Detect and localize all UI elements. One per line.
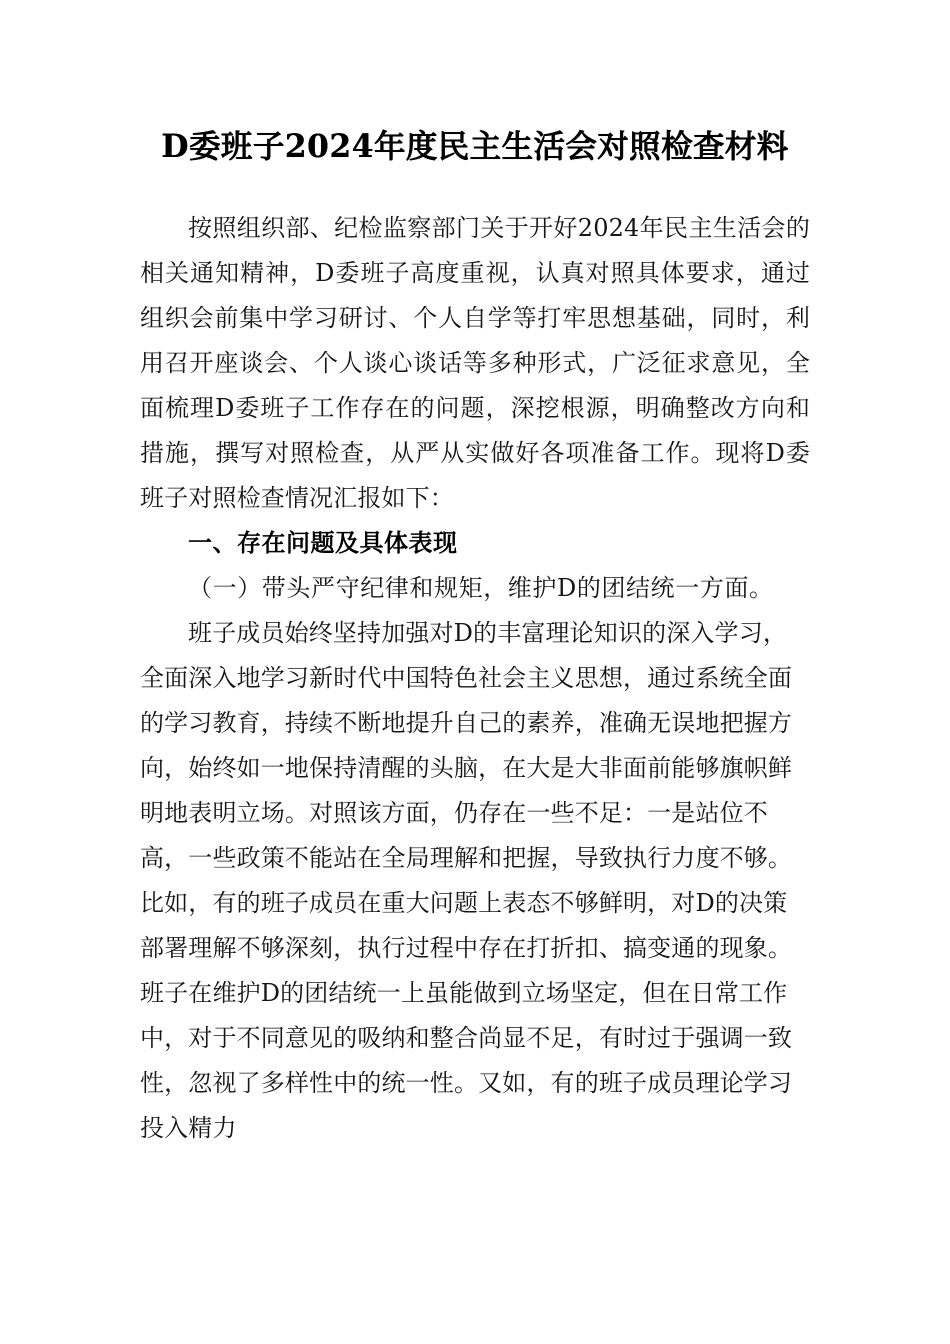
page-title: D委班子2024年度民主生活会对照检查材料	[161, 128, 789, 165]
document-body	[140, 206, 810, 1151]
subsection-heading-discipline: （一）带头严守纪律和规矩，维护D的团结统一方面。	[188, 574, 774, 602]
section-heading-existing-problems: 一、存在问题及具体表现	[188, 529, 458, 557]
intro-paragraph: 按照组织部、纪检监察部门关于开好2024年民主生活会的相关通知精神，D委班子高度重视，认真对照具体要求，通过组织会前集中学习研讨、个人自学等打牢思想基础，同时，利用召开座谈会、个人谈心谈话等多种形式，广泛征求意见，全面梳理D委班子工作存在的问题，深挖根源，明确整改方向和措施，撰写对照检查，从严从实做好各项准备工作。现将D委班子对照检查情况汇报如下：	[140, 214, 810, 512]
subsection-body-discipline: 班子成员始终坚持加强对D的丰富理论知识的深入学习，全面深入地学习新时代中国特色社会主义思想，通过系统全面的学习教育，持续不断地提升自己的素养，准确无误地把握方向，始终如一地保持清醒的头脑，在大是大非面前能够旗帜鲜明地表明立场。对照该方面，仍存在一些不足：一是站位不高，一些政策不能站在全局理解和把握，导致执行力度不够。比如，有的班子成员在重大问题上表态不够鲜明，对D的决策部署理解不够深刻，执行过程中存在打折扣、搞变通的现象。班子在维护D的团结统一上虽能做到立场坚定，但在日常工作中，对于不同意见的吸纳和整合尚显不足，有时过于强调一致性，忽视了多样性中的统一性。又如，有的班子成员理论学习投入精力	[140, 619, 793, 1142]
